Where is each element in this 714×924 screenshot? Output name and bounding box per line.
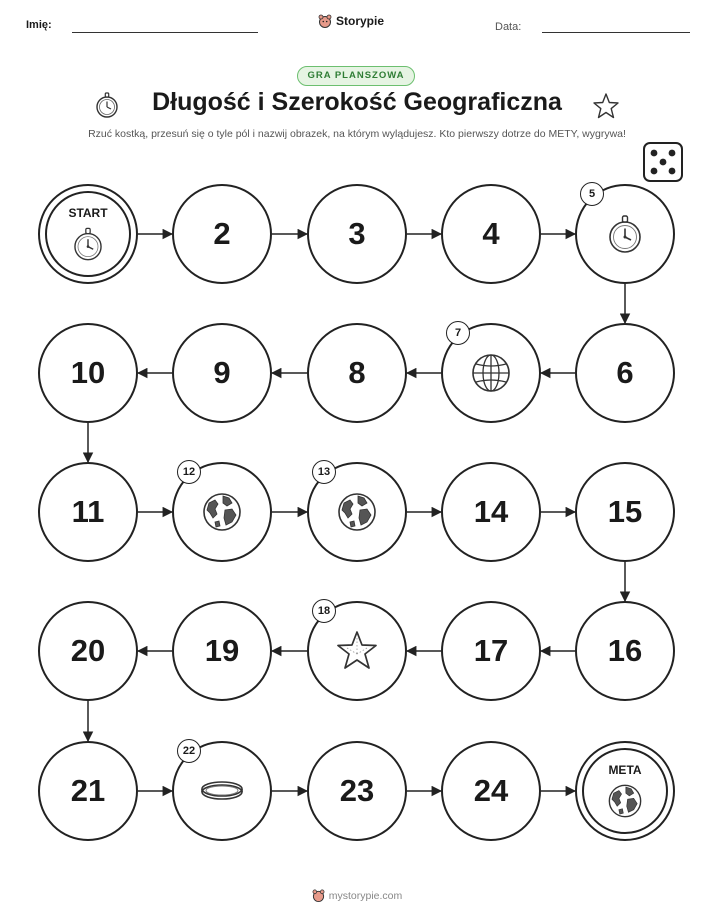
space-number: 20 [70, 633, 106, 668]
space-number-badge: 13 [312, 460, 336, 484]
space-number: 16 [607, 633, 643, 668]
finish-label: META [608, 763, 642, 777]
board-space-6 [575, 323, 675, 423]
space-number: 14 [473, 494, 509, 529]
space-number: 24 [473, 773, 509, 808]
board-space-3 [307, 184, 407, 284]
space-number: 11 [71, 494, 105, 529]
board-space-8 [307, 323, 407, 423]
space-number: 17 [473, 633, 509, 668]
space-number: 2 [213, 216, 231, 251]
space-number: 19 [204, 633, 240, 668]
storypie-logo-icon [312, 889, 325, 902]
game-type-badge: GRA PLANSZOWA [297, 66, 415, 86]
pocket-watch-icon [602, 211, 648, 257]
earth-icon [605, 781, 645, 821]
board-space-9 [172, 323, 272, 423]
board-space-20 [38, 601, 138, 701]
start-space [38, 184, 138, 284]
ring-icon [199, 768, 245, 814]
instructions: Rzuć kostką, przesuń się o tyle pól i nazwij obrazek, na którym wylądujesz. Kto pierwszy dotrze do METY, wygrywa! [88, 128, 626, 140]
board-space-19 [172, 601, 272, 701]
brand-name: Storypie [336, 14, 385, 28]
page-title: Długość i Szerokość Geograficzna [152, 88, 562, 116]
earth-icon [199, 489, 245, 535]
board-space-21 [38, 741, 138, 841]
space-number: 3 [348, 216, 366, 251]
globe-grid-icon [468, 350, 514, 396]
name-label: Imię: [26, 19, 52, 31]
starfish-icon [334, 628, 380, 674]
space-number: 21 [70, 773, 106, 808]
board-space-2 [172, 184, 272, 284]
board-space-24 [441, 741, 541, 841]
board-space-17 [441, 601, 541, 701]
space-number-badge: 18 [312, 599, 336, 623]
earth-icon [334, 489, 380, 535]
pocket-watch-icon [68, 224, 108, 264]
footer-url: mystorypie.com [328, 889, 403, 902]
space-number: 8 [348, 355, 366, 390]
board-space-11 [38, 462, 138, 562]
space-number: 4 [482, 216, 500, 251]
board-space-23 [307, 741, 407, 841]
board-space-16 [575, 601, 675, 701]
board-space-14 [441, 462, 541, 562]
finish-space [575, 741, 675, 841]
board-space-4 [441, 184, 541, 284]
space-number-badge: 22 [177, 739, 201, 763]
space-number: 9 [213, 355, 231, 390]
space-number: 10 [70, 355, 106, 390]
space-number-badge: 5 [580, 182, 604, 206]
date-label: Data: [495, 21, 522, 33]
board-space-10 [38, 323, 138, 423]
start-label: START [68, 206, 108, 220]
space-number-badge: 12 [177, 460, 201, 484]
space-number: 15 [607, 494, 643, 529]
space-number-badge: 7 [446, 321, 470, 345]
footer [0, 889, 714, 902]
space-number: 23 [339, 773, 375, 808]
space-number: 6 [616, 355, 634, 390]
board-space-15 [575, 462, 675, 562]
